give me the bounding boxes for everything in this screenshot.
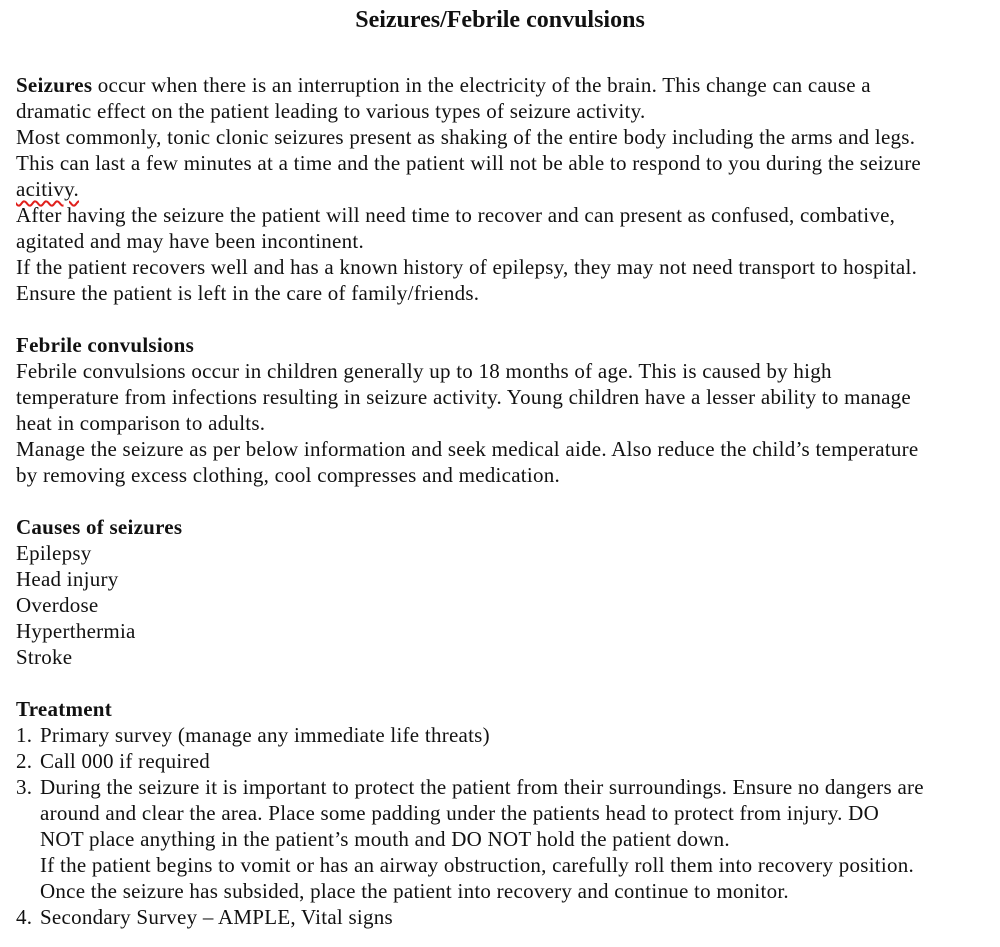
blank-line <box>16 306 990 332</box>
line-text: This can last a few minutes at a time and the patient will not be able to respond to you during the seizure <box>16 151 922 175</box>
line-text: Ensure the patient is left in the care of family/friends. <box>16 281 480 305</box>
line-text: If the patient recovers well and has a known history of epilepsy, they may not need transport to hospital. <box>16 255 918 279</box>
paragraph-line: heat in comparison to adults. <box>16 411 266 435</box>
section-heading-febrile: Febrile convulsions <box>16 333 195 357</box>
paragraph-line <box>16 254 990 280</box>
line-text: occur when there is an interruption in the electricity of the brain. This change can cause a <box>92 73 871 97</box>
paragraph-line <box>16 202 990 228</box>
step-number: 2. <box>16 749 33 773</box>
paragraph-line <box>16 150 990 176</box>
paragraph-line <box>16 176 990 202</box>
lead-term: Seizures <box>16 73 93 97</box>
treatment-step-line <box>16 800 990 826</box>
line-text: After having the seizure the patient will need time to recover and can present as confused, combative, <box>16 203 896 227</box>
step-number: 1. <box>16 723 33 747</box>
treatment-step-line <box>16 826 990 852</box>
treatment-step-line <box>16 904 990 930</box>
cause-item: Head injury <box>16 567 119 591</box>
treatment-step-line <box>16 748 990 774</box>
paragraph-line: by removing excess clothing, cool compresses and medication. <box>16 463 560 487</box>
cause-item: Overdose <box>16 593 99 617</box>
step-text: Primary survey (manage any immediate life threats) <box>40 723 490 747</box>
misspelled-word: acitivy. <box>16 177 80 201</box>
blank-line <box>16 488 990 514</box>
section-heading-treatment: Treatment <box>16 697 112 721</box>
treatment-step-line <box>16 774 990 800</box>
step-number: 4. <box>16 905 33 929</box>
cause-item: Stroke <box>16 645 73 669</box>
step-text: Call 000 if required <box>40 749 211 773</box>
paragraph-line <box>16 228 990 254</box>
step-text: Secondary Survey – AMPLE, Vital signs <box>40 905 393 929</box>
treatment-step-line <box>16 852 990 878</box>
paragraph-line: Manage the seizure as per below information and seek medical aide. Also reduce the child’s temperature <box>16 437 919 461</box>
line-text: agitated and may have been incontinent. <box>16 229 364 253</box>
blank-line <box>16 670 990 696</box>
paragraph-line: temperature from infections resulting in seizure activity. Young children have a lesser ability to manage <box>16 385 911 409</box>
line-text: Most commonly, tonic clonic seizures present as shaking of the entire body including the arms and legs. <box>16 125 916 149</box>
paragraph-line: Febrile convulsions occur in children generally up to 18 months of age. This is caused by high <box>16 359 832 383</box>
step-text: NOT place anything in the patient’s mouth and DO NOT hold the patient down. <box>40 827 730 851</box>
paragraph-line <box>16 72 990 98</box>
treatment-step-line <box>16 878 990 904</box>
line-text: dramatic effect on the patient leading to various types of seizure activity. <box>16 99 646 123</box>
treatment-step-line <box>16 722 990 748</box>
paragraph-line <box>16 98 990 124</box>
paragraph-line <box>16 124 990 150</box>
document-body <box>16 72 990 930</box>
document-title: Seizures/Febrile convulsions <box>355 7 645 33</box>
section-heading-causes: Causes of seizures <box>16 515 183 539</box>
step-text: Once the seizure has subsided, place the patient into recovery and continue to monitor. <box>40 879 789 903</box>
step-text: around and clear the area. Place some padding under the patients head to protect from injury. DO <box>40 801 880 825</box>
paragraph-line <box>16 280 990 306</box>
cause-item: Hyperthermia <box>16 619 136 643</box>
step-number: 3. <box>16 775 33 799</box>
step-text: During the seizure it is important to protect the patient from their surroundings. Ensure no dangers are <box>40 775 924 799</box>
step-text: If the patient begins to vomit or has an airway obstruction, carefully roll them into recovery position. <box>40 853 914 877</box>
cause-item: Epilepsy <box>16 541 92 565</box>
